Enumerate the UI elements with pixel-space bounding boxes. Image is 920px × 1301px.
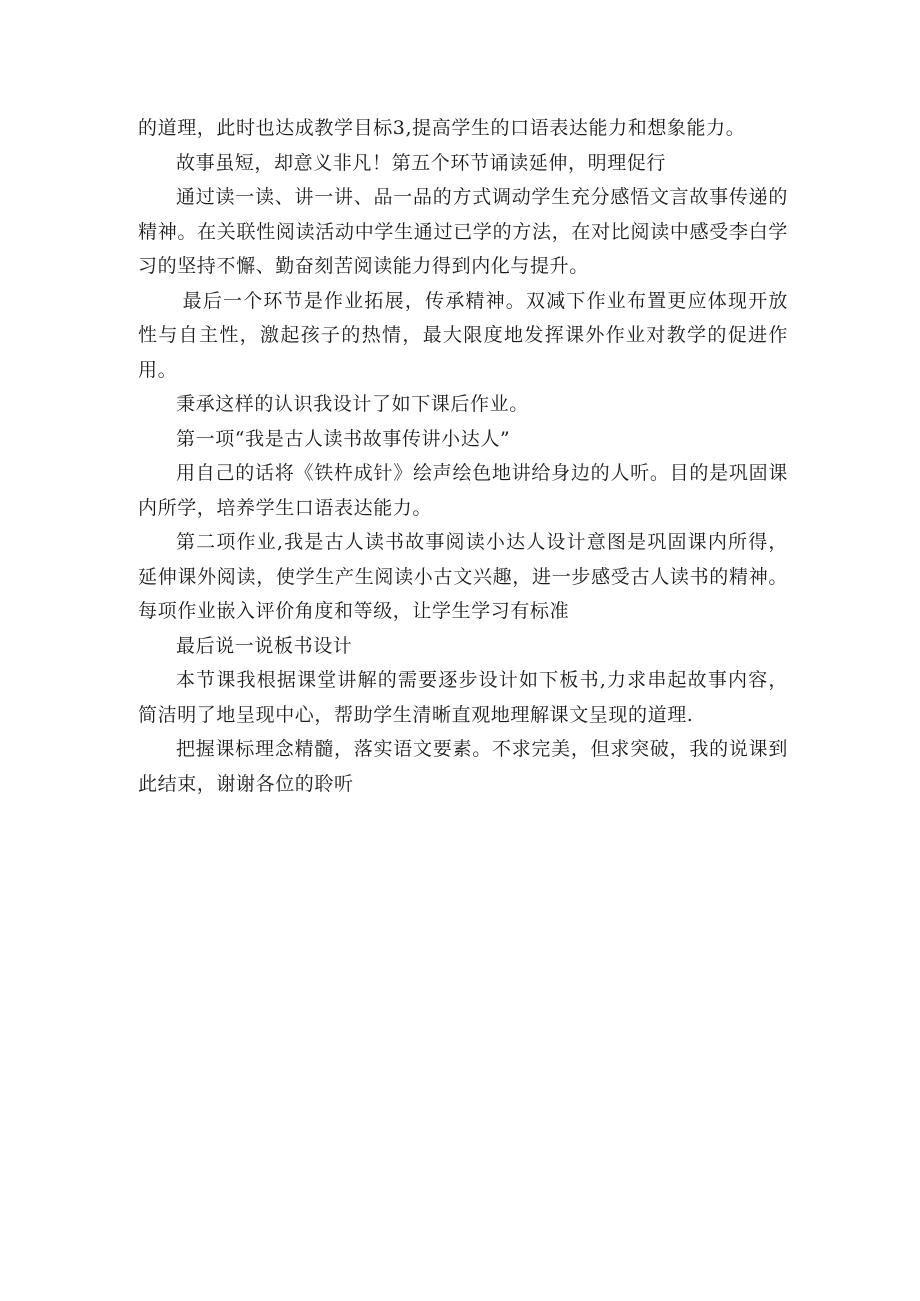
paragraph-homework-item-one-detail: 用自己的话将《铁杵成针》绘声绘色地讲给身边的人听。目的是巩固课内所学，培养学生口语表达能力。 — [138, 462, 788, 519]
paragraph-homework-intro: 秉承这样的认识我设计了如下课后作业。 — [176, 393, 529, 415]
document-body — [138, 111, 788, 801]
paragraph-board-design-title: 最后说一说板书设计 — [176, 634, 353, 657]
paragraph-continuation: 的道理，此时也达成教学目标3,提高学生的口语表达能力和想象能力。 — [138, 117, 746, 139]
paragraph-homework-item-one: 第一项“我是古人读书故事传讲小达人” — [176, 427, 511, 450]
paragraph-homework-extension: 最后一个环节是作业拓展，传承精神。双减下作业布置更应体现开放性与自主性，激起孩子的热情，最大限度地发挥课外作业对教学的促进作用。 — [138, 289, 788, 381]
paragraph-board-design: 本节课我根据课堂讲解的需要逐步设计如下板书,力求串起故事内容，简洁明了地呈现中心，帮助学生清晰直观地理解课文呈现的道理. — [138, 669, 788, 726]
paragraph-homework-item-two: 第二项作业,我是古人读书故事阅读小达人设计意图是巩固课内所得，延伸课外阅读，使学生产生阅读小古文兴趣，进一步感受古人读书的精神。每项作业嵌入评价角度和等级，让学生学习有标准 — [138, 531, 788, 622]
paragraph-conclusion: 把握课标理念精髓，落实语文要素。不求完美，但求突破，我的说课到此结束，谢谢各位的聆听 — [138, 738, 788, 795]
paragraph-section-five: 故事虽短，却意义非凡！第五个环节诵读延伸，明理促行 — [176, 151, 667, 174]
paragraph-reading-method: 通过读一读、讲一讲、品一品的方式调动学生充分感悟文言故事传递的精神。在关联性阅读活动中学生通过已学的方法，在对比阅读中感受李白学习的坚持不懈、勤奋刻苦阅读能力得到内化与提升。 — [138, 186, 788, 277]
